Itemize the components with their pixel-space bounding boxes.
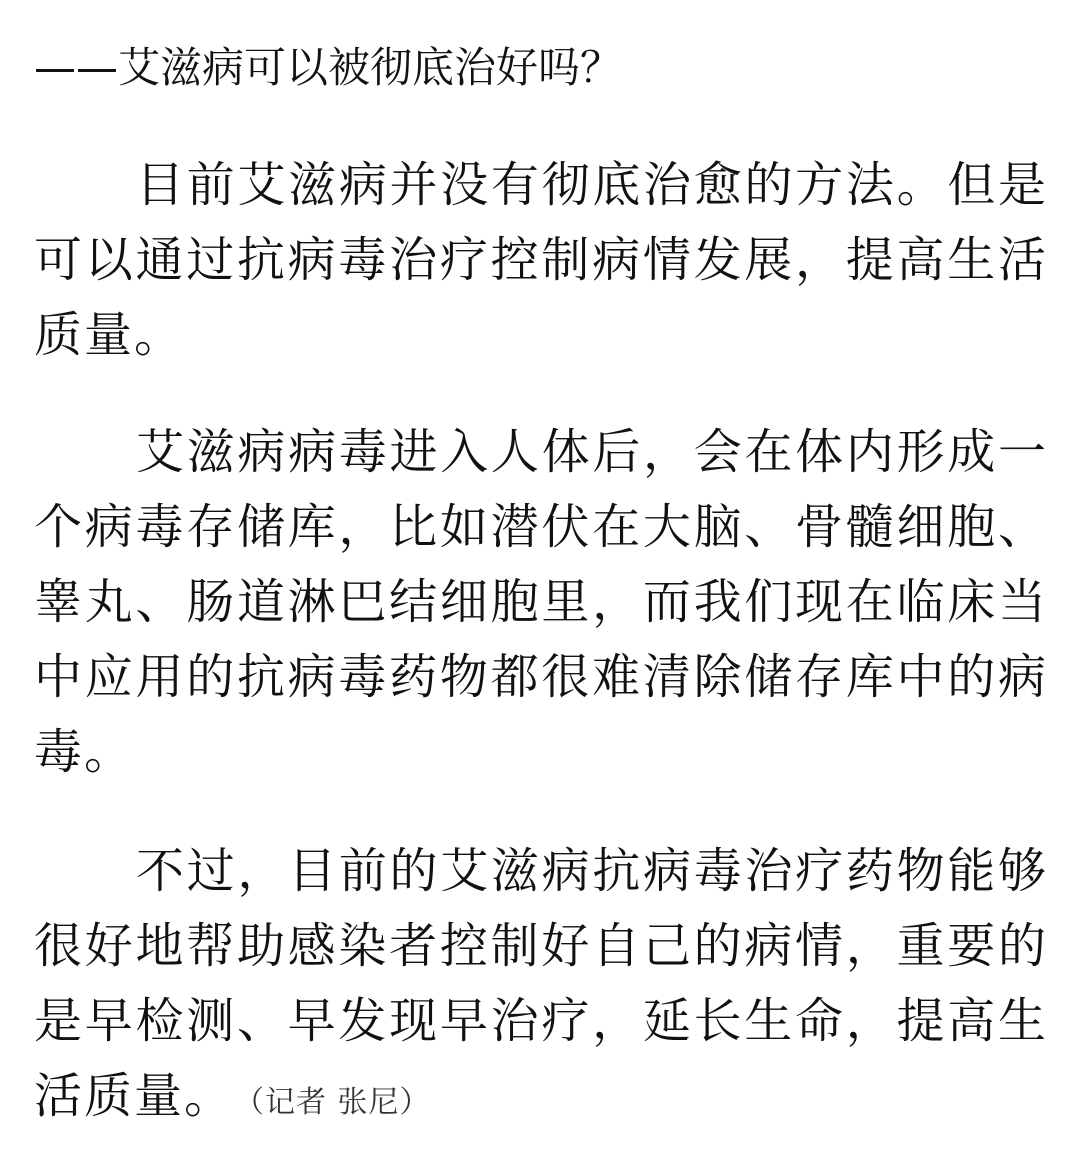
paragraph-3-text: 不过，目前的艾滋病抗病毒治疗药物能够很好地帮助感染者控制好自己的病情，重要的是早检测、早发现早治疗，延长生命，提高生活质量。 — [34, 843, 1048, 1124]
article-heading: ——艾滋病可以被彻底治好吗？ — [34, 43, 623, 92]
paragraph-2: 艾滋病病毒进入人体后，会在体内形成一个病毒存储库，比如潜伏在大脑、骨髓细胞、睾丸、肠道淋巴结细胞里，而我们现在临床当中应用的抗病毒药物都很难清除储存库中的病毒。 — [34, 424, 1048, 780]
paragraph-3 — [34, 834, 1048, 1140]
paragraph-1: 目前艾滋病并没有彻底治愈的方法。但是可以通过抗病毒治疗控制病情发展，提高生活质量。 — [34, 157, 1048, 363]
article — [34, 30, 1048, 1140]
reporter-credit: （记者 张尼） — [234, 1085, 431, 1120]
